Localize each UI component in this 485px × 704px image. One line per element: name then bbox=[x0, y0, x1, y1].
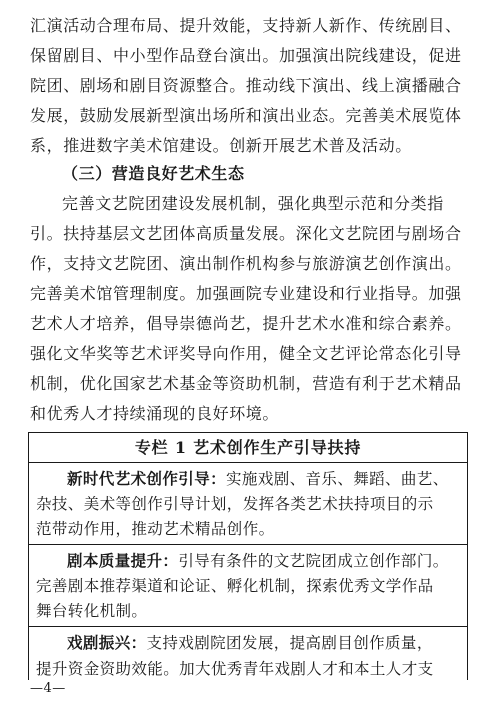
body-line-5: 系，推进数字美术馆建设。创新开展艺术普及活动。 bbox=[30, 136, 412, 155]
box-item3-line2: 提升资金资助效能。加大优秀青年戏剧人才和本土人才支 bbox=[36, 660, 434, 678]
body-line-2: 保留剧目、中小型作品登台演出。加强演出院线建设，促进 bbox=[30, 46, 462, 65]
box-title: 专栏 1 艺术创作生产引导扶持 bbox=[134, 438, 362, 457]
box-separator-2 bbox=[29, 626, 467, 627]
section-line-5: 艺术人才培养，倡导崇德尚艺，提升艺术水准和综合素养。 bbox=[30, 314, 462, 333]
box-item1-line3: 范带动作用，推动艺术精品创作。 bbox=[36, 520, 275, 538]
box-separator-1 bbox=[29, 544, 467, 545]
box-item3-lead: 戏剧振兴： bbox=[67, 633, 147, 652]
box-title-row bbox=[29, 433, 467, 463]
box-item1-line2: 杂技、美术等创作引导计划，发挥各类艺术扶持项目的示 bbox=[36, 495, 434, 513]
box-item3-text1: 支持戏剧院团发展，提高剧目创作质量， bbox=[146, 634, 433, 652]
box-item3-line1 bbox=[67, 633, 433, 653]
page-number: —4— bbox=[30, 681, 66, 696]
section-line-6: 强化文华奖等艺术评奖导向作用，健全文艺评论常态化引导 bbox=[30, 344, 462, 363]
section-line-8: 和优秀人才持续涌现的良好环境。 bbox=[30, 404, 280, 423]
box-item2-lead: 剧本质量提升： bbox=[67, 551, 179, 570]
box-item2-line1 bbox=[67, 551, 449, 571]
section-line-7: 机制，优化国家艺术基金等资助机制，营造有利于艺术精品 bbox=[30, 374, 462, 393]
body-line-1: 汇演活动合理布局、提升效能，支持新人新作、传统剧目、 bbox=[30, 16, 462, 35]
body-line-4: 发展，鼓励发展新型演出场所和演出业态。完善美术展览体 bbox=[30, 106, 462, 125]
box-item1-lead: 新时代艺术创作引导： bbox=[67, 469, 227, 488]
section-line-1: 完善文艺院团建设发展机制，强化典型示范和分类指 bbox=[62, 194, 444, 213]
section-heading: （三）营造良好艺术生态 bbox=[62, 164, 245, 183]
special-column-box bbox=[28, 432, 468, 680]
box-item1-text1: 实施戏剧、音乐、舞蹈、曲艺、 bbox=[226, 470, 449, 488]
section-line-2: 引。扶持基层文艺团体高质量发展。深化文艺院团与剧场合 bbox=[30, 224, 462, 243]
box-item2-text1: 引导有条件的文艺院团成立创作部门。 bbox=[178, 552, 449, 570]
body-line-3: 院团、剧场和剧目资源整合。推动线下演出、线上演播融合 bbox=[30, 76, 462, 95]
section-line-3: 作，支持文艺院团、演出制作机构参与旅游演艺创作演出。 bbox=[30, 254, 462, 273]
box-item2-line3: 舞台转化机制。 bbox=[36, 602, 148, 620]
box-item2-line2: 完善剧本推荐渠道和论证、孵化机制，探索优秀文学作品 bbox=[36, 577, 434, 595]
section-line-4: 完善美术馆管理制度。加强画院专业建设和行业指导。加强 bbox=[30, 284, 462, 303]
box-item1-line1 bbox=[67, 469, 449, 489]
